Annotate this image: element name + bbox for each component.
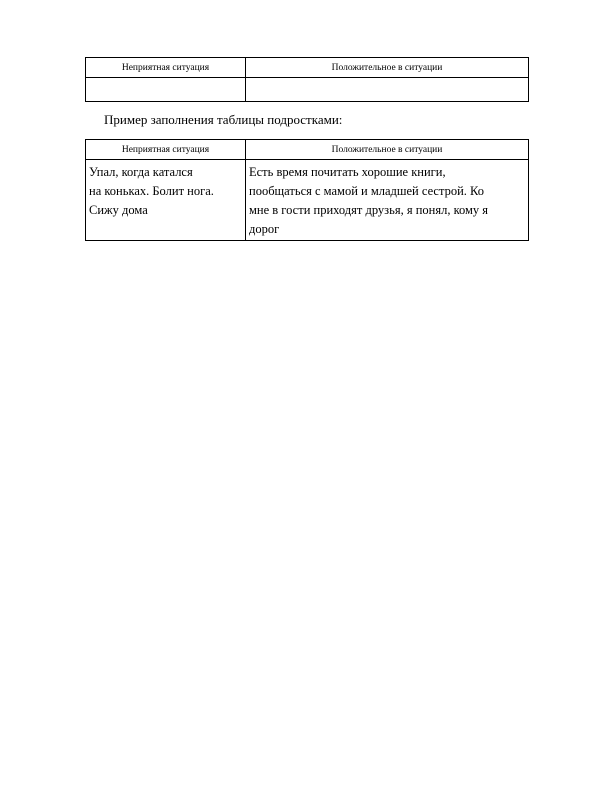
header-unpleasant-situation: Неприятная ситуация <box>86 58 246 78</box>
example-cell-positive: Есть время почитать хорошие книги, пообщаться с мамой и младшей сестрой. Ко мне в гости приходят друзья, я понял, кому я дорог <box>246 160 529 241</box>
header-unpleasant-situation: Неприятная ситуация <box>86 140 246 160</box>
example-cell-unpleasant: Упал, когда катался на коньках. Болит нога. Сижу дома <box>86 160 246 241</box>
header-positive-in-situation: Положительное в ситуации <box>246 58 529 78</box>
table-row <box>86 160 529 241</box>
empty-situation-table <box>85 57 529 102</box>
example-situation-table <box>85 139 529 241</box>
table-header-row <box>86 140 529 160</box>
example-caption: Пример заполнения таблицы подростками: <box>104 112 343 127</box>
table-header-row <box>86 58 529 78</box>
table-row <box>86 78 529 102</box>
header-positive-in-situation: Положительное в ситуации <box>246 140 529 160</box>
empty-cell-unpleasant <box>86 78 246 102</box>
empty-cell-positive <box>246 78 529 102</box>
